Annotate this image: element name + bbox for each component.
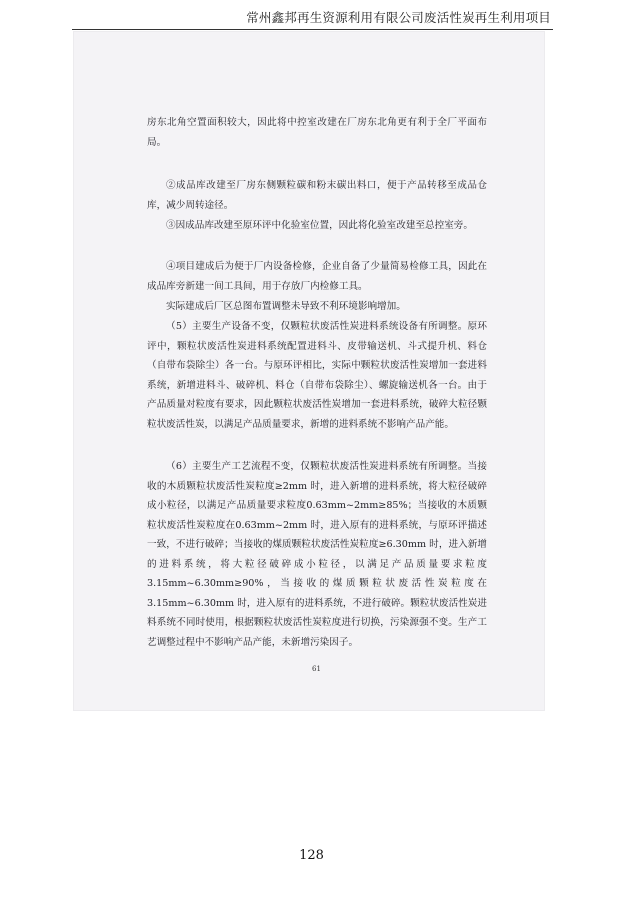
- paragraph-4: ④项目建成后为便于厂内设备检修，企业自备了少量简易检修工具，因此在成品库旁新建一间工具间，用于存放厂内检修工具。: [147, 261, 487, 292]
- paragraph-3: ③因成品库改建至原环评中化验室位置，因此将化验室改建至总控室旁。: [166, 220, 473, 231]
- scan-page-number: 61: [312, 665, 321, 673]
- paragraph-5: 实际建成后厂区总图布置调整未导致不利环境影响增加。: [166, 301, 406, 312]
- paragraph-2: ②成品库改建至厂房东侧颗粒碳和粉末碳出料口，便于产品转移至成品仓库，减少周转途径。: [147, 180, 487, 211]
- header-title: 常州鑫邦再生资源利用有限公司废活性炭再生利用项目: [246, 10, 551, 25]
- paragraph-7: （6）主要生产工艺流程不变，仅颗粒状废活性炭进料系统有所调整。当接收的木质颗粒状废活性炭粒度≥2mm 时，进入新增的进料系统，将大粒径破碎成小粒径，以满足产品质量要求粒度0.63mm~2mm≥85%；当接收的木质颗粒状废活性炭粒度在0.63mm~2mm 时，进入原有的进料系统，与原环评描述一致，不进行破碎；当接收的煤质颗粒状废活性炭粒度≥6.30mm 时，进入新增的进料系统，将大粒径破碎成小粒径，以满足产品质量要求粒度3.15mm~6.30mm≥90%，当接收的煤质颗粒状废活性炭粒度在3.15mm~6.30mm 时，进入原有的进料系统，不进行破碎。颗粒状废活性炭进料系统不同时使用，根据颗粒状废活性炭粒度进行切换，污染源强不变。生产工艺调整过程中不影响产品产能，未新增污染因子。: [147, 461, 487, 648]
- header-rule: [72, 29, 553, 30]
- scanned-page: [73, 31, 545, 711]
- paragraph-1: 房东北角空置面积较大，因此将中控室改建在厂房东北角更有利于全厂平面布局。: [147, 117, 487, 148]
- paragraph-6: （5）主要生产设备不变，仅颗粒状废活性炭进料系统设备有所调整。原环评中，颗粒状废活性炭进料系统配置进料斗、皮带输送机、斗式提升机、料仓（自带布袋除尘）各一台。与原环评相比，实际中颗粒状废活性炭增加一套进料系统，新增进料斗、破碎机、料仓（自带布袋除尘）、螺旋输送机各一台。由于产品质量对粒度有要求，因此颗粒状废活性炭增加一套进料系统，破碎大粒径颗粒状废活性炭，以满足产品质量要求，新增的进料系统不影响产品产能。: [147, 321, 487, 430]
- page-number: 128: [299, 848, 324, 863]
